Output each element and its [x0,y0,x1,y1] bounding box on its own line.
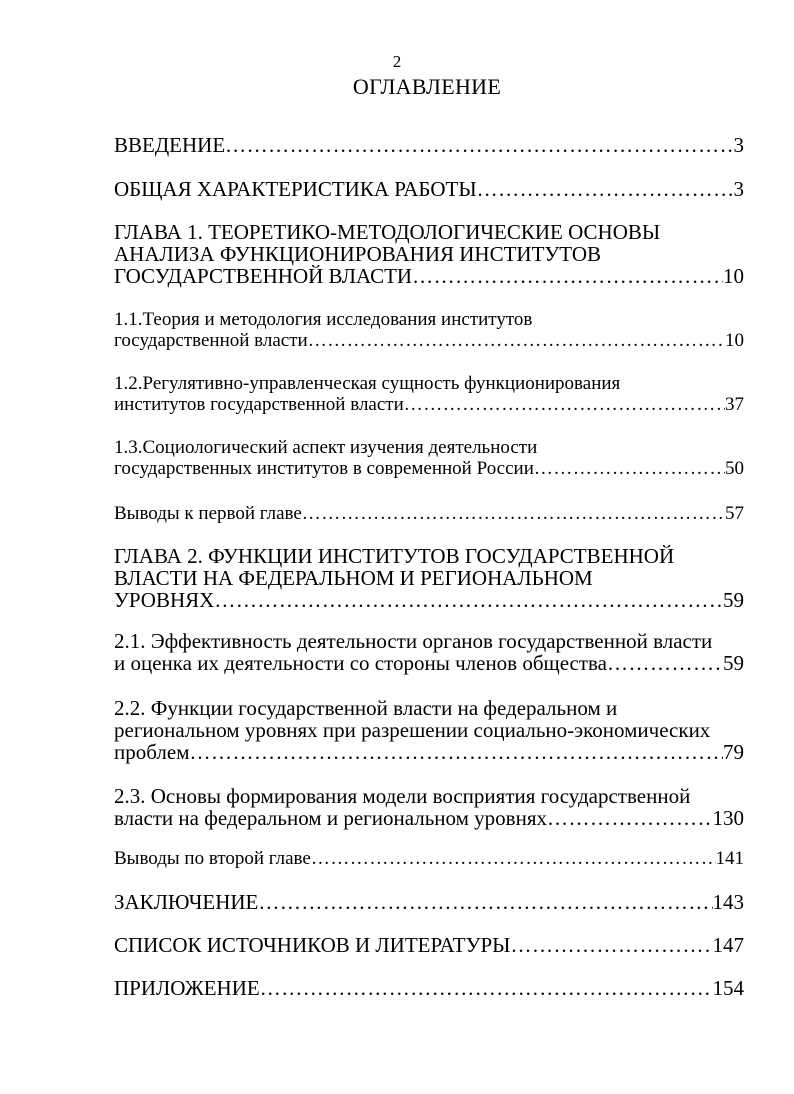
toc-page-number: 57 [725,503,744,524]
toc-entry-line: АНАЛИЗА ФУНКЦИОНИРОВАНИЯ ИНСТИТУТОВ [114,242,601,266]
leader-dots [412,265,723,287]
toc-entry-chapter-1[interactable] [114,221,744,287]
toc-entry-text: проблем [114,740,190,764]
toc-entry-section-1-1[interactable] [114,309,744,351]
toc-entry-section-2-3[interactable] [114,785,744,829]
leader-dots [511,934,713,956]
toc-entry-line: 2.2. Функции государственной власти на федеральном и [114,696,618,720]
leader-dots [534,458,725,479]
leader-dots [607,652,723,674]
toc-page-number: 59 [723,651,744,675]
toc-page-number: 147 [712,933,744,957]
toc-entry-conclusion[interactable] [114,891,744,913]
leader-dots [477,178,734,200]
toc-entry-section-2-1[interactable] [114,630,744,674]
toc-title: ОГЛАВЛЕНИЕ [352,74,502,99]
toc-entry-appendix[interactable] [114,977,744,999]
toc-entry-line: 1.3.Социологический аспект изучения деятельности [114,437,538,458]
toc-entry-line: региональном уровнях при разрешении социально-экономических [114,718,711,742]
leader-dots [225,134,733,156]
toc-entry-line: 1.1.Теория и методология исследования институтов [114,309,533,330]
toc-entry-text: институтов государственной власти [114,394,404,415]
toc-entry-line: ГЛАВА 2. ФУНКЦИИ ИНСТИТУТОВ ГОСУДАРСТВЕННОЙ [114,544,675,568]
leader-dots [190,741,724,763]
toc-entry-text: Выводы по второй главе [114,848,311,869]
leader-dots [547,807,713,829]
toc-entry-text: ОБЩАЯ ХАРАКТЕРИСТИКА РАБОТЫ [114,177,477,201]
toc-entry-text: СПИСОК ИСТОЧНИКОВ И ЛИТЕРАТУРЫ [114,933,511,957]
toc-page-number: 130 [712,806,744,830]
toc-entry-text: государственных институтов в современной России [114,458,534,479]
toc-entry-text: ГОСУДАРСТВЕННОЙ ВЛАСТИ [114,264,413,288]
toc-page-number: 10 [723,264,744,288]
toc-entry-text: власти на федеральном и региональном уровнях [114,806,547,830]
toc-page-number: 10 [725,330,744,351]
toc-entry-line: 2.1. Эффективность деятельности органов государственной власти [114,629,713,653]
toc-page-number: 37 [725,394,744,415]
leader-dots [214,589,723,611]
toc-entry-text: ЗАКЛЮЧЕНИЕ [114,890,259,914]
leader-dots [258,891,712,913]
toc-entry-intro[interactable] [114,134,744,156]
toc-entry-sources[interactable] [114,934,744,956]
toc-entry-text: ВВЕДЕНИЕ [114,133,226,157]
toc-entry-line: 1.2.Регулятивно-управленческая сущность функционирования [114,373,621,394]
toc-page-number: 154 [712,976,744,1000]
toc-entry-line: 2.3. Основы формирования модели восприятия государственной [114,784,691,808]
leader-dots [260,977,713,999]
toc-entry-conclusions-2[interactable] [114,848,744,869]
toc-page-number: 3 [733,133,744,157]
toc-page-number: 59 [723,588,744,612]
toc-entry-line: ВЛАСТИ НА ФЕДЕРАЛЬНОМ И РЕГИОНАЛЬНОМ [114,566,593,590]
toc-page-number: 141 [715,848,744,869]
toc-entry-section-2-2[interactable] [114,697,744,763]
toc-page-number: 50 [725,458,744,479]
toc-entry-line: ГЛАВА 1. ТЕОРЕТИКО-МЕТОДОЛОГИЧЕСКИЕ ОСНОВЫ [114,220,661,244]
leader-dots [404,394,725,415]
toc-entry-text: Выводы к первой главе [114,503,302,524]
toc-entry-conclusions-1[interactable] [114,503,744,524]
toc-entry-section-1-3[interactable] [114,437,744,479]
toc-entry-text: УРОВНЯХ [114,588,215,612]
toc-entry-text: и оценка их деятельности со стороны членов общества [114,651,608,675]
leader-dots [302,503,725,524]
toc-page-number: 3 [733,177,744,201]
toc-entry-chapter-2[interactable] [114,545,744,611]
toc-entry-section-1-2[interactable] [114,373,744,415]
toc-page-number: 143 [712,890,744,914]
page-number: 2 [392,52,402,71]
leader-dots [311,848,716,869]
toc-entry-text: ПРИЛОЖЕНИЕ [114,976,260,1000]
toc-entry-general[interactable] [114,178,744,200]
toc-page-number: 79 [723,740,744,764]
leader-dots [308,330,725,351]
toc-entry-text: государственной власти [114,330,308,351]
